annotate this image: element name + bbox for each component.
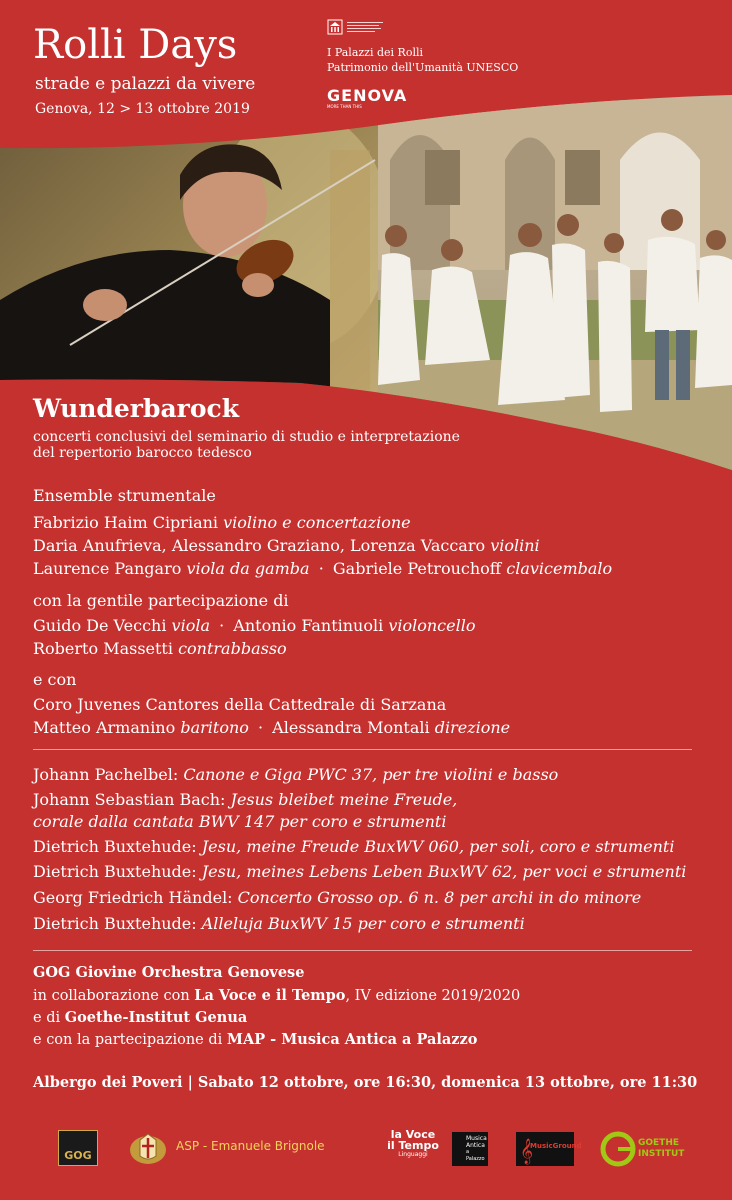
performer-role: violini — [490, 536, 540, 555]
performer-role: viola da gamba — [186, 559, 310, 578]
musicground-logo-text: MusicGround — [530, 1142, 582, 1150]
gog-logo-text: GOG — [64, 1148, 92, 1162]
work-title: Jesus bleibet meine Freude, — [230, 790, 458, 809]
credits-text: , IV edizione 2019/2020 — [345, 988, 521, 1004]
credits-partner: Goethe-Institut Genua — [64, 1009, 248, 1026]
musicground-logo — [516, 1132, 582, 1166]
ensemble-heading: Ensemble strumentale — [33, 486, 216, 505]
concert-title: Wunderbarock — [33, 394, 240, 423]
program-item — [33, 765, 558, 784]
asp-logo-text: ASP - Emanuele Brignole — [176, 1139, 325, 1153]
genova-logo: GENOVA — [327, 86, 408, 105]
performer-role: direzione — [434, 718, 511, 737]
performer-name: Guido De Vecchi — [33, 616, 167, 635]
poster-title: Rolli Days — [33, 22, 238, 68]
event-dates: Genova, 12 > 13 ottobre 2019 — [35, 101, 250, 117]
credits-text: e con la partecipazione di — [33, 1032, 227, 1048]
work-title: Jesu, meine Freude BuxWV 060, per soli, coro e strumenti — [201, 837, 675, 856]
divider — [33, 749, 692, 750]
map-logo-line-2: Antica — [466, 1142, 485, 1149]
composer: Dietrich Buxtehude: — [33, 862, 197, 881]
credits-partner: MAP - Musica Antica a Palazzo — [226, 1031, 478, 1048]
composer: Georg Friedrich Händel: — [33, 888, 233, 907]
credits-text: e di — [33, 1010, 65, 1026]
separator-dot: · — [318, 559, 324, 578]
program-item — [33, 862, 686, 881]
performer-name: Matteo Armanino — [33, 718, 176, 737]
performer-line-1 — [33, 513, 411, 532]
concert-subtitle-line-2: del repertorio barocco tedesco — [33, 445, 252, 461]
performer-name: Gabriele Petrouchoff — [332, 559, 502, 578]
performer-role: baritono — [180, 718, 249, 737]
work-title: Concerto Grosso op. 6 n. 8 per archi in do minore — [237, 888, 642, 907]
performer-name: Daria Anufrieva, Alessandro Graziano, Lorenza Vaccaro — [33, 536, 486, 555]
guest-line-1 — [33, 616, 475, 635]
la-voce-logo — [383, 1129, 443, 1169]
goethe-logo-line-2: INSTITUT — [638, 1149, 685, 1159]
composer: Dietrich Buxtehude: — [33, 837, 197, 856]
program-item — [33, 837, 674, 856]
credits-collaboration — [33, 987, 520, 1004]
concert-subtitle-line-1: concerti conclusivi del seminario di studio e interpretazione — [33, 429, 460, 445]
performer-line-3 — [33, 559, 612, 578]
choir-line — [33, 718, 510, 737]
program-item — [33, 914, 525, 933]
work-title: Jesu, meines Lebens Leben BuxWV 62, per voci e strumenti — [201, 862, 687, 881]
performer-role: contrabbasso — [178, 639, 287, 658]
goethe-logo-line-1: GOETHE — [638, 1138, 680, 1148]
guest-heading: con la gentile partecipazione di — [33, 591, 289, 610]
goethe-circle-icon — [600, 1131, 636, 1167]
svg-text:𝄞: 𝄞 — [520, 1139, 534, 1164]
map-logo-line-1: Musica — [466, 1135, 487, 1142]
asp-crest-icon — [125, 1128, 171, 1168]
credits-goethe — [33, 1009, 247, 1026]
credits-text: in collaborazione con — [33, 988, 195, 1004]
voce-logo-line-3: Linguaggi — [398, 1151, 428, 1158]
performer-line-2 — [33, 536, 540, 555]
map-logo-line-3: a Palazzo — [466, 1149, 485, 1162]
venue-and-times: Albergo dei Poveri | Sabato 12 ottobre, ore 16:30, domenica 13 ottobre, ore 11:30 — [33, 1074, 698, 1091]
performer-role: violino e concertazione — [223, 513, 411, 532]
divider — [33, 950, 692, 951]
program-item — [33, 888, 641, 907]
program-item-continued — [33, 812, 446, 831]
unesco-line-1: I Palazzi dei Rolli — [327, 46, 424, 59]
work-title: Alleluja BuxWV 15 per coro e strumenti — [201, 914, 525, 933]
credits-map — [33, 1031, 477, 1048]
unesco-line-2: Patrimonio dell'Umanità UNESCO — [327, 61, 519, 74]
composer: Johann Pachelbel: — [33, 765, 179, 784]
performer-name: Fabrizio Haim Cipriani — [33, 513, 219, 532]
gog-logo — [58, 1130, 98, 1166]
performer-role: clavicembalo — [506, 559, 613, 578]
poster-subtitle: strade e palazzi da vivere — [35, 74, 256, 94]
genova-tagline: MORE THAN THIS — [327, 104, 362, 109]
composer: Dietrich Buxtehude: — [33, 914, 197, 933]
goethe-logo — [600, 1131, 685, 1167]
performer-role: violoncello — [388, 616, 476, 635]
program-item — [33, 790, 457, 809]
separator-dot: · — [219, 616, 225, 635]
work-title: Canone e Giga PWC 37, per tre violini e basso — [183, 765, 559, 784]
choir-name: Coro Juvenes Cantores della Cattedrale di Sarzana — [33, 695, 447, 714]
work-title-continued: corale dalla cantata BWV 147 per coro e strumenti — [33, 812, 447, 831]
voce-logo-line-1: la Voce — [390, 1128, 436, 1141]
performer-name: Antonio Fantinuoli — [233, 616, 384, 635]
performer-role: viola — [171, 616, 210, 635]
guest-line-2 — [33, 639, 287, 658]
choir-photo — [378, 90, 732, 470]
separator-dot: · — [257, 718, 264, 737]
credits-partner: La Voce e il Tempo — [194, 987, 346, 1004]
performer-name: Laurence Pangaro — [33, 559, 182, 578]
performer-name: Alessandra Montali — [272, 718, 430, 737]
composer: Johann Sebastian Bach: — [33, 790, 226, 809]
map-logo — [452, 1132, 488, 1166]
performer-name: Roberto Massetti — [33, 639, 173, 658]
voce-logo-line-2: il Tempo — [387, 1139, 439, 1152]
credits-organizer: GOG Giovine Orchestra Genovese — [33, 964, 305, 981]
concert-subtitle — [33, 429, 460, 461]
choir-heading: e con — [33, 670, 77, 689]
